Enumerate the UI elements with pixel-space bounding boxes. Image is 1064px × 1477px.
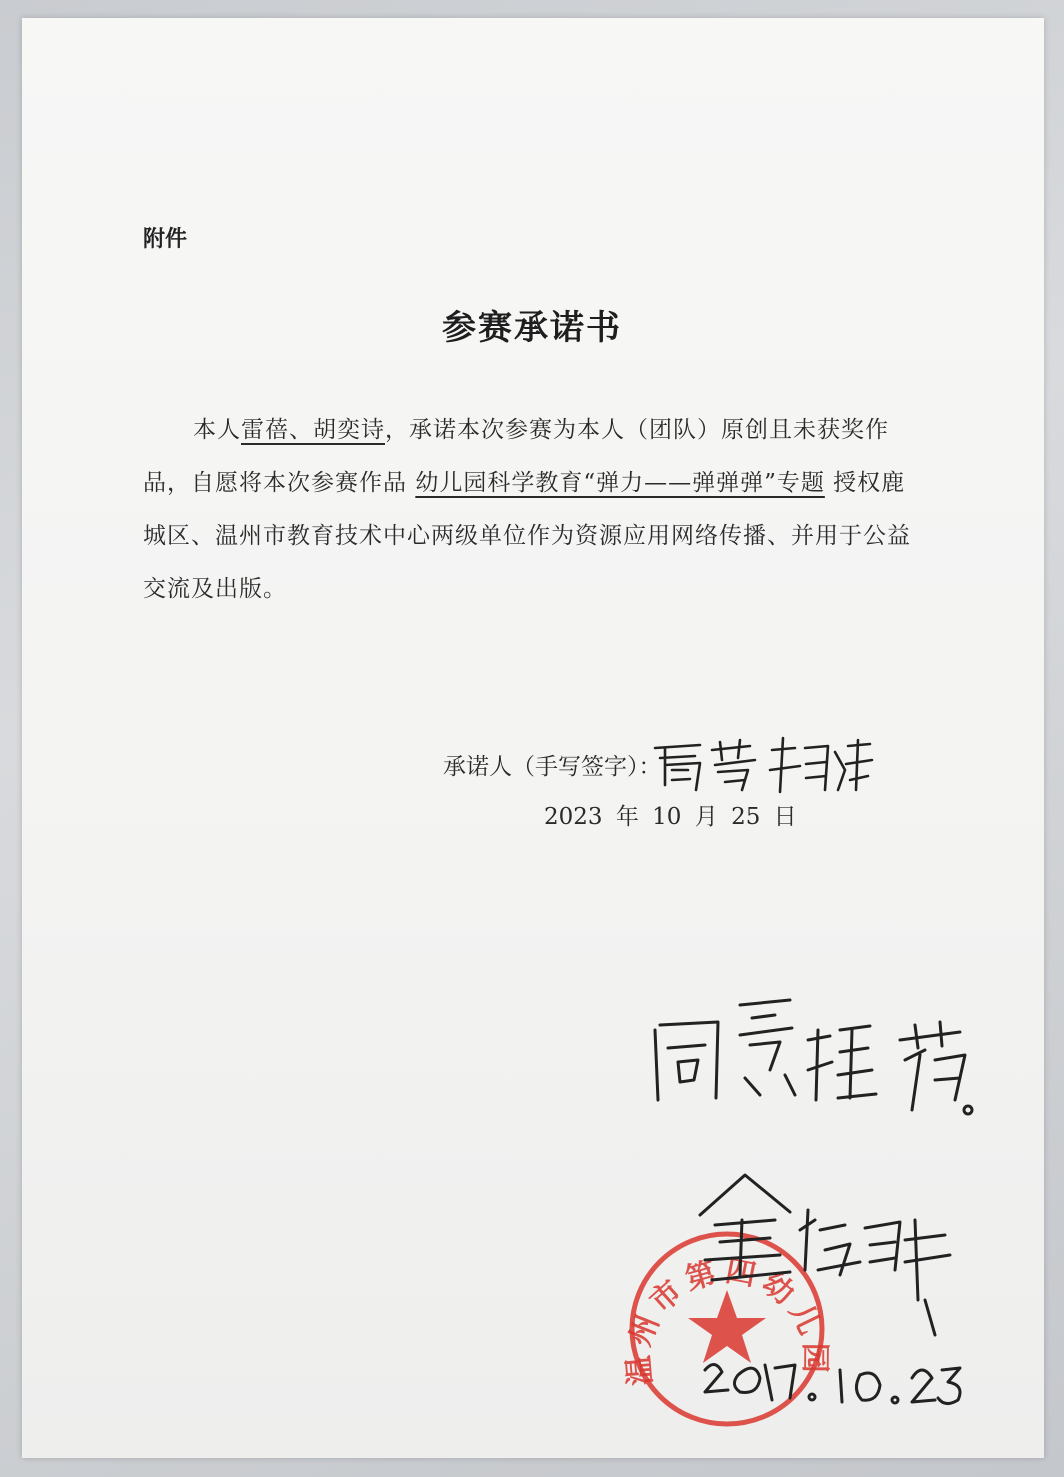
paragraph-suffix: 授权鹿城区、温州市教育技术中心两级单位作为资源应用网络传播、并用于公益交流及出版。 (143, 470, 911, 602)
date-year-unit: 年 (615, 804, 639, 830)
approver-signature (700, 1175, 950, 1335)
attachment-label: 附件 (143, 227, 188, 252)
date-month: 10 (652, 804, 682, 830)
paragraph-middle: ，承诺本次参赛为本人（团队）原创且未获奖作品，自愿将本次参赛作品 (143, 417, 889, 496)
participant-names: 雷蓓、胡奕诗 (241, 417, 385, 443)
date-year: 2023 (544, 804, 603, 830)
stamp-text: 温州市第四幼儿园 (620, 1253, 833, 1387)
document-title: 参赛承诺书 (442, 308, 622, 348)
paragraph-prefix: 本人 (193, 417, 241, 443)
endorsement-handwriting (655, 1000, 972, 1114)
approval-date-handwriting (705, 1364, 960, 1403)
date-day-unit: 日 (773, 804, 797, 830)
signature-label: 承诺人（手写签字）： (443, 754, 662, 780)
official-stamp (621, 1234, 832, 1424)
work-title: 幼儿园科学教育“弹力——弹弹弹”专题 (415, 470, 825, 496)
handwritten-signature (655, 738, 872, 792)
date-month-unit: 月 (694, 804, 718, 830)
date-day: 25 (731, 804, 761, 830)
